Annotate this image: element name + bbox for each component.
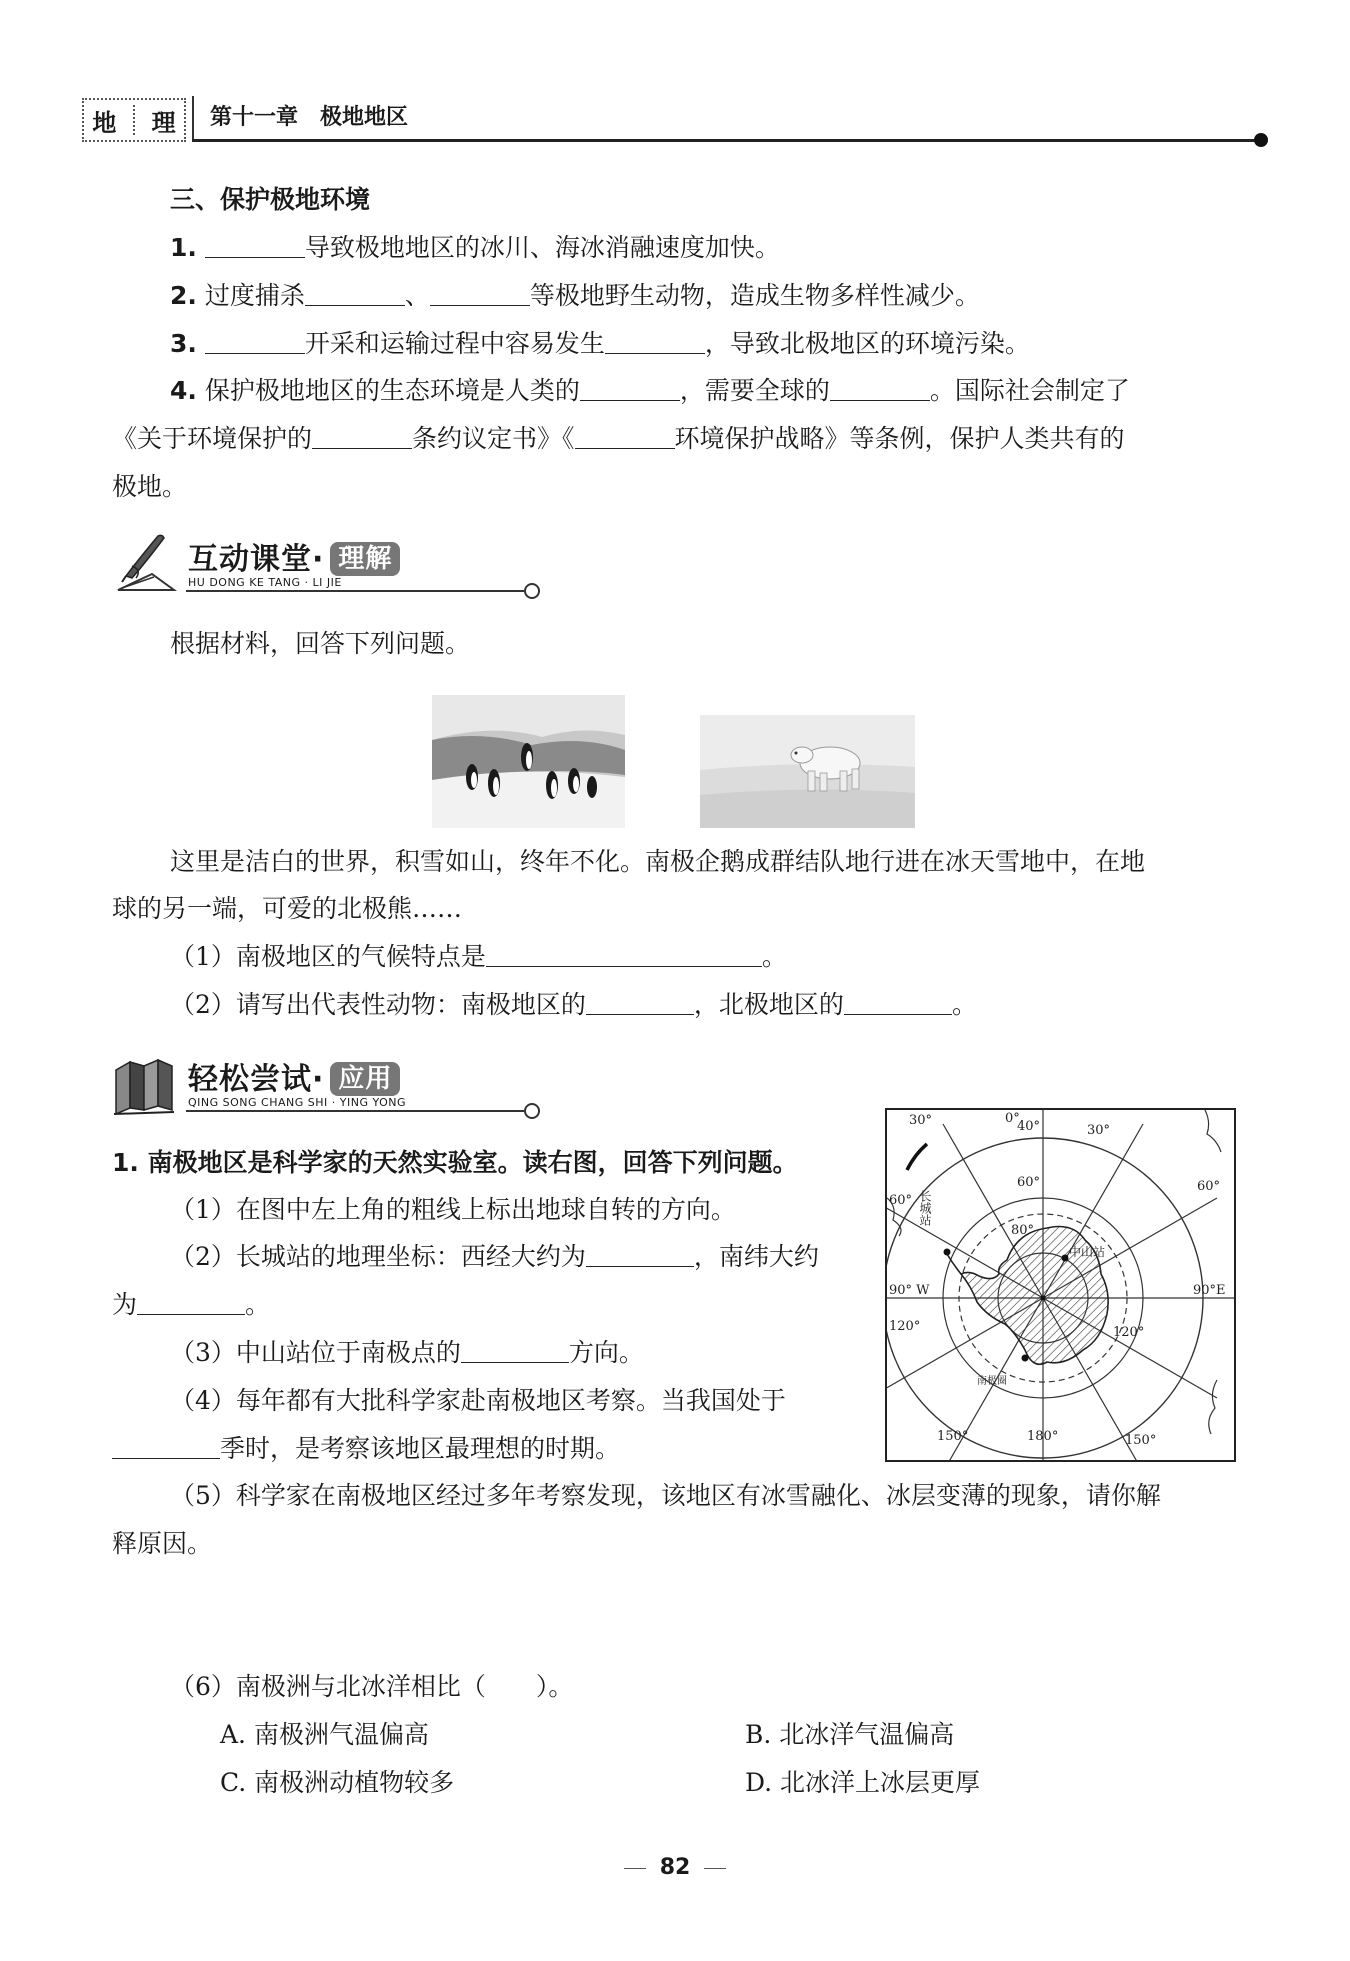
- polar-bear-photo: [700, 715, 915, 828]
- question-text: 方向。: [568, 1338, 644, 1367]
- question-text: 为: [112, 1290, 138, 1319]
- map-label: 90° W: [889, 1283, 930, 1298]
- subject-divider: [133, 105, 135, 135]
- question-text: ，北极地区的: [693, 990, 844, 1019]
- page-number-dash: [704, 1868, 726, 1869]
- question-3: [170, 327, 1030, 361]
- answer-blank[interactable]: [586, 1240, 694, 1267]
- banner-dot: ·: [312, 1062, 325, 1097]
- question-number: 2.: [170, 281, 197, 310]
- banner-title-text: 轻松尝试: [188, 1062, 312, 1097]
- map-label: 90°E: [1193, 1283, 1226, 1298]
- map-label: 180°: [1027, 1429, 1059, 1444]
- zhongshan-station-label: 中山站: [1069, 1245, 1106, 1259]
- question-4-line-1: [170, 374, 1130, 408]
- chapter-title: [210, 100, 408, 131]
- question-text: （2）请写出代表性动物：南极地区的: [170, 990, 586, 1019]
- chapter-name: 极地地区: [320, 105, 409, 130]
- option-d[interactable]: D. 北冰洋上冰层更厚: [745, 1768, 981, 1797]
- answer-blank[interactable]: [305, 279, 405, 306]
- material-line-1: 这里是洁白的世界，积雪如山，终年不化。南极企鹅成群结队地行进在冰天雪地中，在地: [170, 847, 1146, 876]
- map-label: 40°: [1017, 1119, 1041, 1134]
- map-label: 60°: [1017, 1175, 1041, 1190]
- answer-blank[interactable]: [580, 374, 680, 401]
- question-text: 。: [951, 990, 977, 1019]
- page-number: [0, 1855, 1350, 1880]
- sub-question-6: （6）南极洲与北冰洋相比（ ）。: [170, 1672, 574, 1701]
- answer-blank[interactable]: [137, 1288, 245, 1315]
- banner-tag: 理解: [330, 542, 400, 576]
- sub-question-2-cont: [112, 1288, 270, 1322]
- question-text: 。: [761, 942, 787, 971]
- subject-label: [82, 98, 186, 142]
- question-text: ，南纬大约: [693, 1242, 819, 1271]
- banner-underline: [186, 1110, 524, 1112]
- answer-blank[interactable]: [830, 374, 930, 401]
- question-text: ，导致北极地区的环境污染。: [704, 329, 1030, 358]
- answer-blank[interactable]: [112, 1432, 220, 1459]
- polar-bear-image: [700, 715, 915, 828]
- question-text: 。国际社会制定了: [929, 376, 1130, 405]
- great-wall-station-dot: [944, 1249, 951, 1256]
- banner-title: [188, 534, 400, 578]
- answer-blank[interactable]: [486, 940, 762, 967]
- question-text: （2）长城站的地理坐标：西经大约为: [170, 1242, 586, 1271]
- station-dot: [1022, 1355, 1029, 1362]
- material-line-2: 球的另一端，可爱的北极熊……: [112, 894, 463, 923]
- question-text: 条约议定书》《: [412, 424, 575, 453]
- question-number: 3.: [170, 329, 197, 358]
- sub-question-2: [170, 1240, 819, 1274]
- sub-question-4: （4）每年都有大批科学家赴南极地区考察。当我国处于: [170, 1386, 786, 1415]
- question-text: 开采和运输过程中容易发生: [304, 329, 605, 358]
- map-label: 30°: [1087, 1123, 1111, 1138]
- antarctica-map: [885, 1108, 1236, 1462]
- banner-pinyin: QING SONG CHANG SHI · YING YONG: [188, 1096, 406, 1109]
- page-number-dash: [624, 1868, 646, 1869]
- banner-underline: [186, 590, 524, 592]
- question-stem: 1. 南极地区是科学家的天然实验室。读右图，回答下列问题。: [112, 1148, 798, 1177]
- question-text: 季时，是考察该地区最理想的时期。: [220, 1434, 621, 1463]
- section-heading: 三、保护极地环境: [170, 185, 371, 214]
- question-text: 等极地野生动物，造成生物多样性减少。: [529, 281, 980, 310]
- sub-question-5-cont: 释原因。: [112, 1529, 213, 1558]
- antarctic-circle-label: 南极圈: [977, 1376, 1007, 1387]
- page-number-text: 82: [659, 1855, 691, 1880]
- question-text: 、: [404, 281, 430, 310]
- zhongshan-station-dot: [1062, 1255, 1069, 1262]
- question-text: 导致极地地区的冰川、海冰消融速度加快。: [304, 233, 780, 262]
- answer-blank[interactable]: [575, 422, 675, 449]
- answer-blank[interactable]: [430, 279, 530, 306]
- map-label: 30°: [909, 1113, 933, 1128]
- banner-dot: ·: [312, 542, 325, 577]
- question-4-line-2: [112, 422, 1125, 456]
- sub-question-5: （5）科学家在南极地区经过多年考察发现，该地区有冰雪融化、冰层变薄的现象，请你解: [170, 1481, 1161, 1510]
- material-intro: 根据材料，回答下列问题。: [170, 629, 471, 658]
- books-icon: [112, 1050, 178, 1116]
- great-wall-station-label: 长城站: [918, 1190, 932, 1226]
- header-divider: [192, 96, 194, 140]
- answer-blank[interactable]: [844, 988, 952, 1015]
- sub-question-1: （1）在图中左上角的粗线上标出地球自转的方向。: [170, 1195, 736, 1224]
- banner-ring: [524, 1103, 540, 1119]
- banner-tag: 应用: [330, 1062, 400, 1096]
- question-text: 过度捕杀: [204, 281, 305, 310]
- question-text: （3）中山站位于南极点的: [170, 1338, 461, 1367]
- answer-blank[interactable]: [205, 231, 305, 258]
- banner-title-text: 互动课堂: [188, 542, 312, 577]
- option-a[interactable]: A. 南极洲气温偏高: [220, 1720, 429, 1749]
- subject-char-2: 理: [151, 108, 176, 137]
- pen-writing-icon: [112, 530, 178, 596]
- question-text: （1）南极地区的气候特点是: [170, 942, 486, 971]
- answer-blank[interactable]: [312, 422, 412, 449]
- question-number: 4.: [170, 376, 197, 405]
- question-number: 1.: [170, 233, 197, 262]
- south-pole-dot: [1041, 1296, 1046, 1301]
- map-label: 60°: [1197, 1179, 1221, 1194]
- map-label: 150°: [1125, 1433, 1157, 1448]
- map-label: 150°: [937, 1429, 969, 1444]
- option-c[interactable]: C. 南极洲动植物较多: [220, 1768, 455, 1797]
- question-1: [170, 231, 780, 265]
- penguin-image: [432, 695, 625, 828]
- answer-blank[interactable]: [205, 327, 305, 354]
- map-label: 60°: [889, 1193, 913, 1208]
- map-label: 120°: [889, 1319, 921, 1334]
- question-4-line-3: 极地。: [112, 472, 188, 501]
- question-text: 环境保护战略》等条例，保护人类共有的: [674, 424, 1125, 453]
- question-text: 《关于环境保护的: [112, 424, 313, 453]
- map-label: 80°: [1011, 1223, 1035, 1238]
- question-2: [170, 279, 980, 313]
- map-label: 120°: [1113, 1325, 1145, 1340]
- banner-pinyin: HU DONG KE TANG · LI JIE: [188, 576, 342, 589]
- sub-question-3: [170, 1336, 644, 1370]
- practice-question-1: [112, 1146, 798, 1180]
- header-dot: [1254, 133, 1268, 147]
- chapter-number: 第十一章: [210, 105, 299, 130]
- header-rule: [192, 139, 1262, 142]
- interactive-question-2: [170, 988, 977, 1022]
- question-text: ，需要全球的: [679, 376, 830, 405]
- penguin-photo: [432, 695, 625, 828]
- answer-blank[interactable]: [605, 327, 705, 354]
- question-text: 。: [245, 1290, 271, 1319]
- answer-blank[interactable]: [586, 988, 694, 1015]
- interactive-question-1: [170, 940, 787, 974]
- banner-title: [188, 1054, 400, 1098]
- subject-char-1: 地: [92, 108, 117, 137]
- answer-blank[interactable]: [461, 1336, 569, 1363]
- sub-question-4-cont: [112, 1432, 620, 1466]
- banner-ring: [524, 583, 540, 599]
- option-b[interactable]: B. 北冰洋气温偏高: [745, 1720, 955, 1749]
- question-text: 保护极地地区的生态环境是人类的: [204, 376, 580, 405]
- map-label: 0°: [1005, 1111, 1020, 1126]
